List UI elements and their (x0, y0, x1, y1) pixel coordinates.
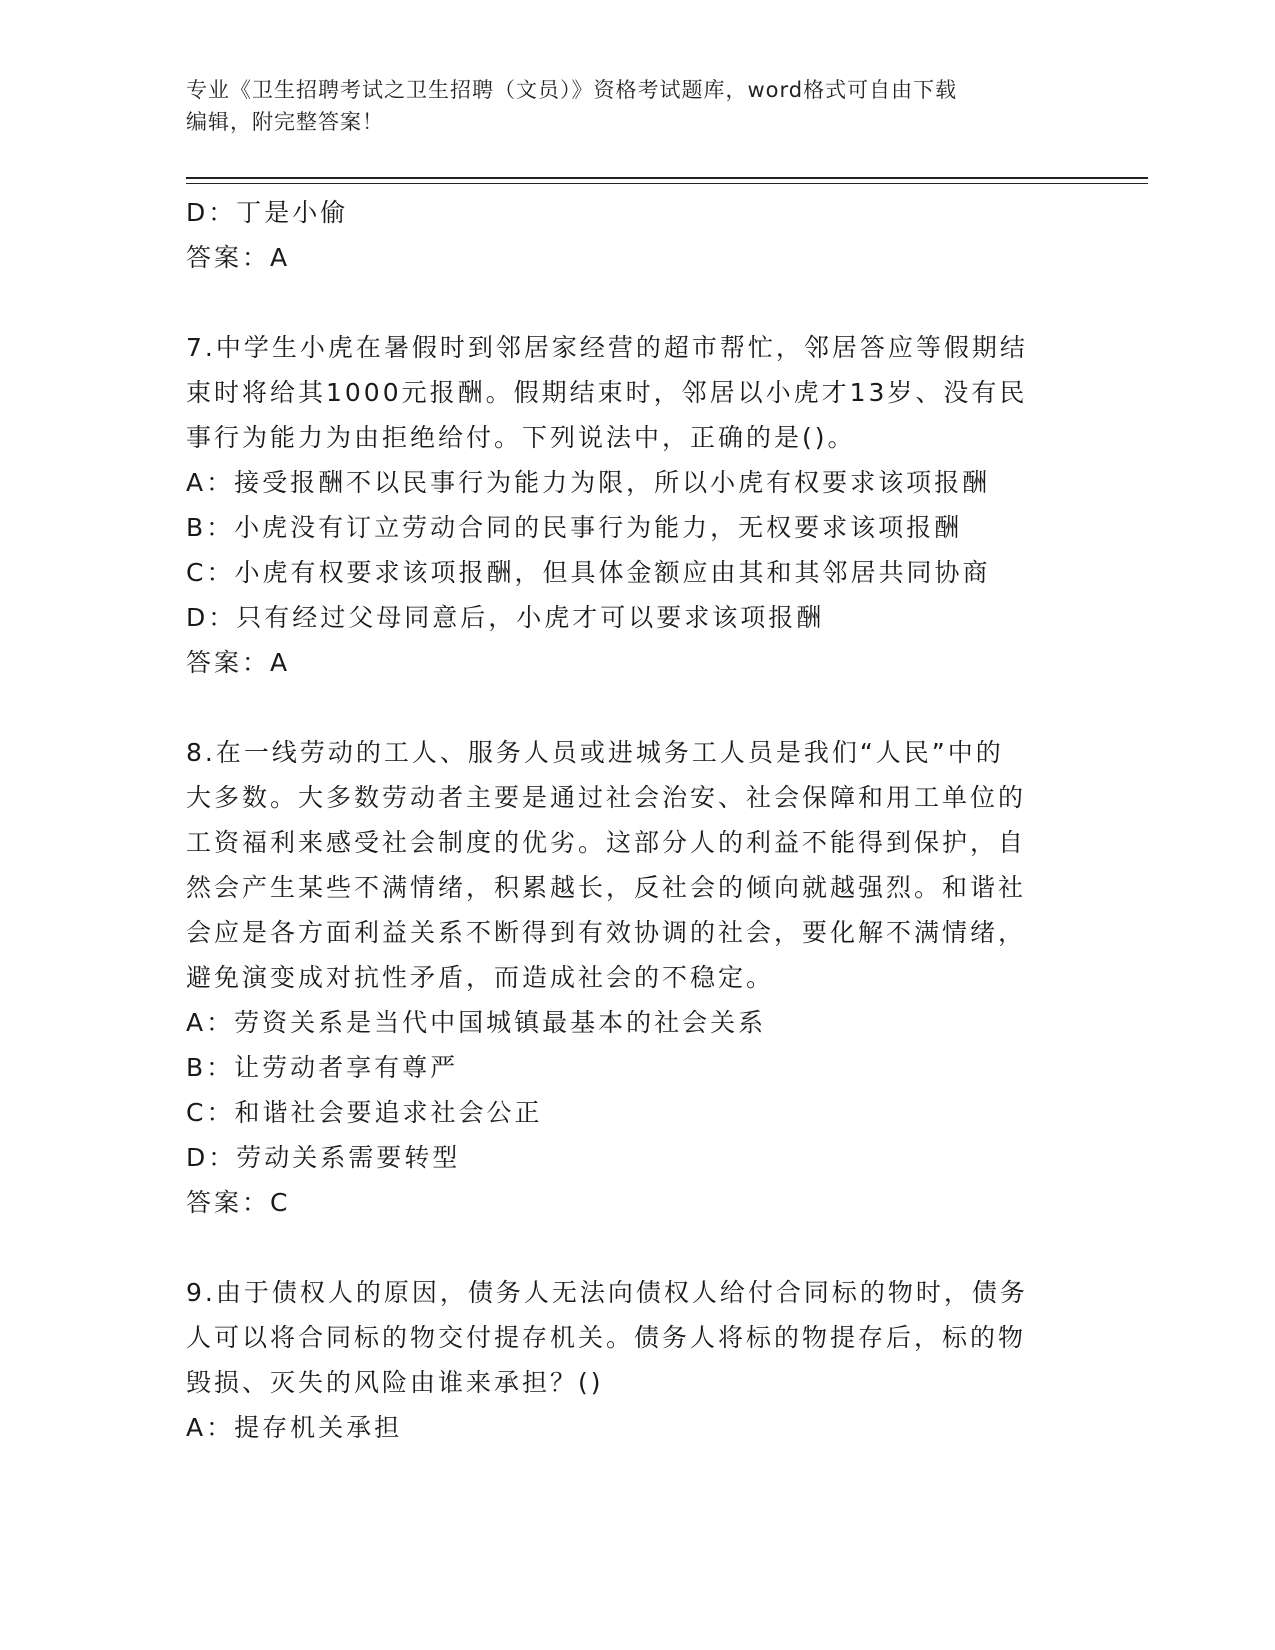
header-line-2: 编辑，附完整答案！ (186, 110, 384, 134)
question-7-option-a: A：接受报酬不以民事行为能力为限，所以小虎有权要求该项报酬 (186, 468, 991, 497)
question-8-stem-line: 工资福利来感受社会制度的优劣。这部分人的利益不能得到保护，自 (186, 828, 1027, 857)
question-8-stem-line: 大多数。大多数劳动者主要是通过社会治安、社会保障和用工单位的 (186, 783, 1027, 812)
question-7 (186, 325, 1066, 685)
question-7-stem-line: 束时将给其1000元报酬。假期结束时，邻居以小虎才13岁、没有民 (186, 378, 1028, 407)
header-rule-thick (186, 177, 1148, 179)
prev-answer: 答案：A (186, 243, 291, 272)
question-7-stem-line: 事行为能力为由拒绝给付。下列说法中，正确的是()。 (186, 423, 856, 452)
header-line-1: 专业《卫生招聘考试之卫生招聘（文员）》资格考试题库，word格式可自由下载 (186, 78, 958, 102)
question-content (186, 190, 1066, 1450)
question-8-option-b: B：让劳动者享有尊严 (186, 1053, 459, 1082)
question-8-stem-line: 会应是各方面利益关系不断得到有效协调的社会，要化解不满情绪， (186, 918, 1027, 947)
question-7-option-c: C：小虎有权要求该项报酬，但具体金额应由其和其邻居共同协商 (186, 558, 991, 587)
question-7-answer: 答案：A (186, 648, 291, 677)
header-rule-thin (186, 183, 1148, 184)
question-9-stem-line: 人可以将合同标的物交付提存机关。债务人将标的物提存后，标的物 (186, 1323, 1027, 1352)
question-8-stem-line: 8.在一线劳动的工人、服务人员或进城务工人员是我们“人民”中的 (186, 738, 1004, 767)
spacer (186, 1225, 1066, 1270)
question-8-option-a: A：劳资关系是当代中国城镇最基本的社会关系 (186, 1008, 767, 1037)
spacer (186, 280, 1066, 325)
question-8-option-c: C：和谐社会要追求社会公正 (186, 1098, 543, 1127)
question-9 (186, 1270, 1066, 1450)
question-9-stem-line: 毁损、灭失的风险由谁来承担？() (186, 1368, 604, 1397)
question-8-stem-line: 避免演变成对抗性矛盾，而造成社会的不稳定。 (186, 963, 775, 992)
question-7-option-b: B：小虎没有订立劳动合同的民事行为能力，无权要求该项报酬 (186, 513, 963, 542)
document-header (186, 74, 1086, 138)
question-7-stem-line: 7.中学生小虎在暑假时到邻居家经营的超市帮忙，邻居答应等假期结 (186, 333, 1028, 362)
question-8-answer: 答案：C (186, 1188, 291, 1217)
spacer (186, 685, 1066, 730)
question-8-option-d: D：劳动关系需要转型 (186, 1143, 461, 1172)
prev-option-d: D：丁是小偷 (186, 198, 349, 227)
question-8 (186, 730, 1066, 1225)
question-9-stem-line: 9.由于债权人的原因，债务人无法向债权人给付合同标的物时，债务 (186, 1278, 1028, 1307)
question-9-option-a: A：提存机关承担 (186, 1413, 403, 1442)
question-7-option-d: D：只有经过父母同意后，小虎才可以要求该项报酬 (186, 603, 825, 632)
question-8-stem-line: 然会产生某些不满情绪，积累越长，反社会的倾向就越强烈。和谐社 (186, 873, 1027, 902)
